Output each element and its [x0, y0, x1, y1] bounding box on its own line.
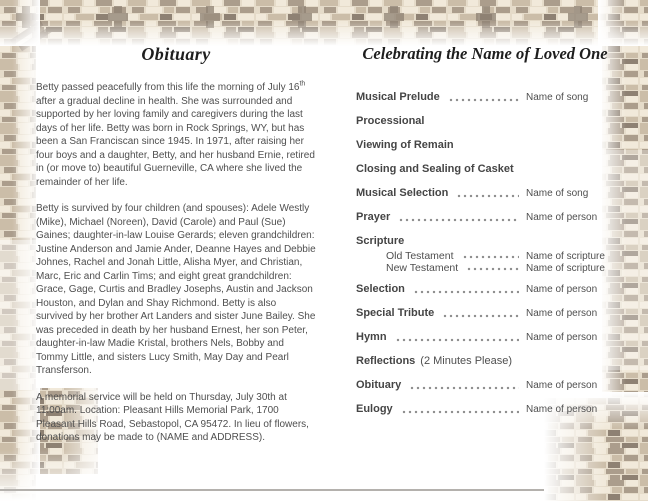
- service-item-value: Name of song: [526, 188, 589, 199]
- service-item: [356, 163, 614, 176]
- service-item: [356, 91, 614, 104]
- service-item-label: Scripture: [356, 235, 405, 247]
- service-item-label: Special Tribute: [356, 307, 435, 319]
- service-item-label: Processional: [356, 115, 425, 127]
- service-item-value: Name of person: [526, 308, 598, 319]
- service-item-label: Reflections: [356, 355, 416, 367]
- service-item-label: Hymn: [356, 331, 387, 343]
- scripture-sub-item-label: New Testament: [386, 262, 459, 274]
- service-item: [356, 115, 614, 128]
- scripture-sub-item-value: Name of scripture: [526, 251, 605, 262]
- service-item-value: Name of person: [526, 284, 598, 295]
- dot-leader: [402, 405, 519, 415]
- dot-leader: [443, 309, 519, 319]
- obituary-paragraph-3: A memorial service will be held on Thursday, July 30th at 11:00am. Location: Pleasant Hills Memorial Park, 1700 Pleasant Hills Road, Sebastopol, CA 95472. In lieu of flowers, donations may be made to (NAME and ADDRESS).: [36, 391, 309, 443]
- service-list: [356, 91, 614, 416]
- scripture-sub-item: [356, 262, 614, 273]
- service-item: [356, 355, 614, 368]
- right-page: [356, 44, 614, 427]
- ordinal-superscript: th: [299, 80, 306, 88]
- service-item-label: Musical Prelude: [356, 91, 440, 103]
- service-item-value: Name of person: [526, 212, 598, 223]
- service-item-label: Selection: [356, 283, 405, 295]
- dot-leader: [399, 213, 519, 223]
- service-item: [356, 211, 614, 224]
- service-item: [356, 283, 614, 296]
- obituary-paragraph-1-text: Betty passed peacefully from this life the morning of July 16: [36, 82, 300, 93]
- obituary-paragraph-1: [36, 81, 316, 189]
- service-item-value: Name of person: [526, 380, 598, 391]
- left-page: [36, 44, 316, 458]
- dot-leader: [414, 285, 519, 295]
- service-item: [356, 235, 614, 248]
- dot-leader: [396, 333, 519, 343]
- scripture-sub-item: [356, 250, 614, 261]
- service-item: [356, 307, 614, 320]
- dot-leader: [457, 189, 519, 199]
- service-item: [356, 379, 614, 392]
- service-item-value: Name of person: [526, 332, 598, 343]
- service-title: Celebrating the Name of Loved One: [362, 44, 608, 63]
- service-item-label: Obituary: [356, 379, 402, 391]
- service-item: [356, 139, 614, 152]
- service-item-label: Eulogy: [356, 403, 393, 415]
- obituary-text: [36, 81, 316, 445]
- service-item-note: (2 Minutes Please): [420, 355, 513, 367]
- obituary-title: Obituary: [141, 44, 211, 64]
- service-item-label: Viewing of Remain: [356, 139, 454, 151]
- service-item-value: Name of person: [526, 404, 598, 415]
- obituary-paragraph-2: Betty is survived by four children (and spouses): Adele Westly (Mike), Michael (Noreen), David (Carole) and Paul (Sue) Gaines; daughter-in-law Louise Gerards; eleven grandchildren: Justine Anderson and Jamie Ander, Deanne Hayes and Debbie Johnes, Rachel and Jonah Little, Alisha Myer, and Christian, Marc, Eric and Carlin Tims; and eight great grandchildren: Grace, Gage, Curtis and Bradley Josephs, Austin and Jackson Houston, and Dylan and Shay Richmond. Betty is also survived by her brother Art Landers and sister June Bailey. She was preceded in death by her husband Ernest, her son Peter, daughter-in-law Madie Kristal, brothers Nels, Bobby and Tommy Little, and sisters Lucy Smith, May Day and Pearl Transferson.: [36, 203, 316, 376]
- service-item: [356, 403, 614, 416]
- service-item: [356, 331, 614, 344]
- service-item: [356, 187, 614, 200]
- service-item-value: Name of song: [526, 92, 589, 103]
- dot-leader: [449, 93, 519, 103]
- dot-leader: [467, 262, 519, 272]
- scripture-sub-item-label: Old Testament: [386, 250, 454, 262]
- service-item-label: Musical Selection: [356, 187, 449, 199]
- dot-leader: [463, 250, 519, 260]
- obituary-paragraph-1-continued: after a gradual decline in health. She was surrounded and supported by her loving family and caregivers during the last days of her life. Betty was born in Rock Springs, WY, but has been a San Franciscan since 1945. In 1971, after raising her four boys and a daughter, Betty, and her husband Ernie, retired in (or move to) beautiful Guerneville, CA where she lived the remainder of her life.: [36, 95, 315, 188]
- dot-leader: [410, 381, 519, 391]
- service-item-label: Prayer: [356, 211, 391, 223]
- service-item-label: Closing and Sealing of Casket: [356, 163, 514, 175]
- scripture-sub-item-value: Name of scripture: [526, 263, 605, 274]
